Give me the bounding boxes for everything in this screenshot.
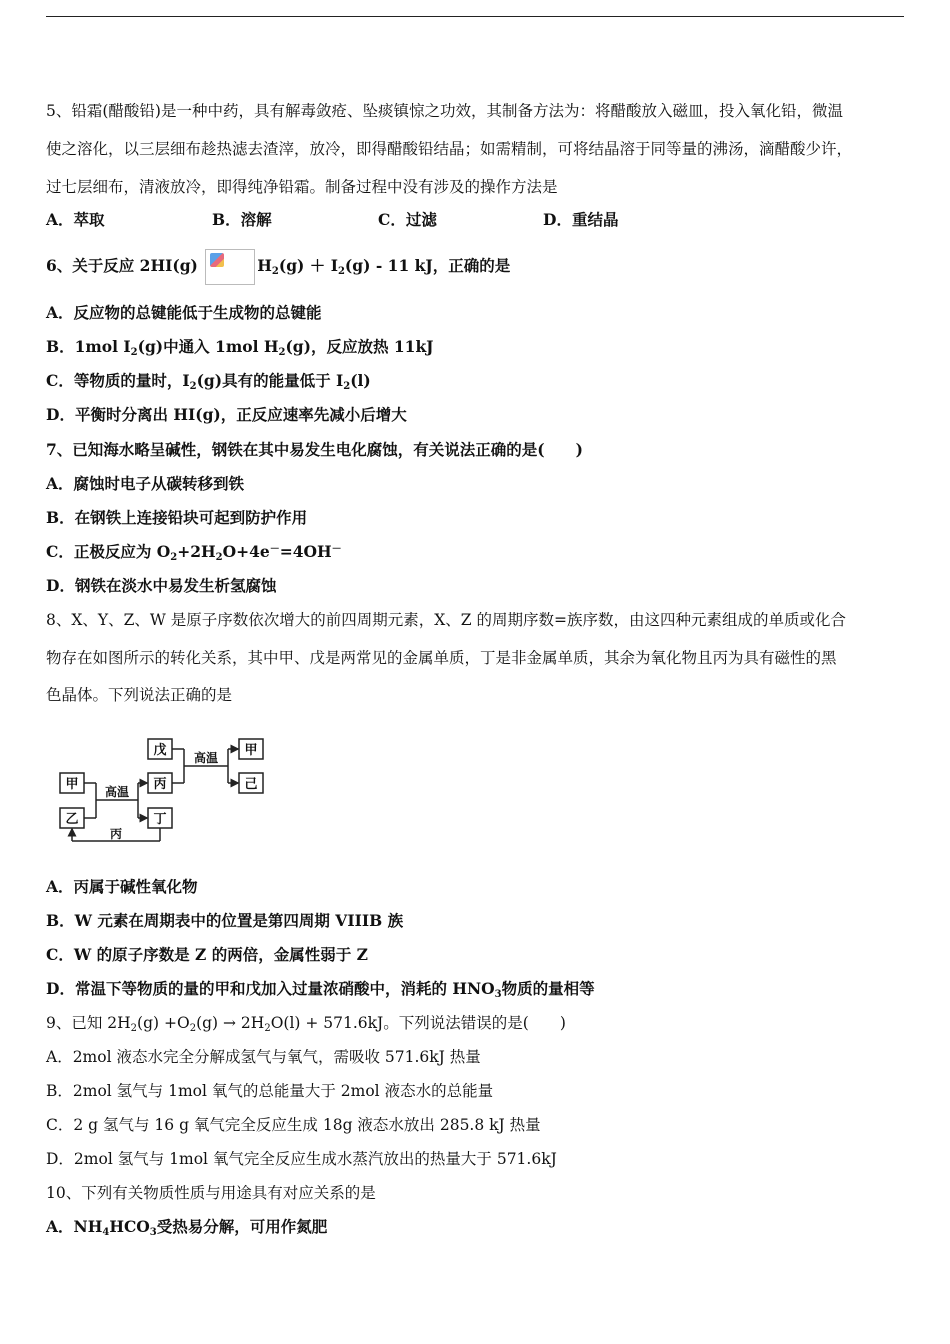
q8-stem-line2: 物存在如图所示的转化关系，其中甲、戊是两常见的金属单质，丁是非金属单质，其余为氧化物且丙为具有磁性的黑: [46, 649, 837, 667]
q6-c-sub1: 2: [189, 381, 197, 392]
label-jia2: 甲: [244, 743, 258, 758]
q6-stem: [46, 249, 510, 285]
q10-stem: 10、下列有关物质性质与用途具有对应关系的是: [46, 1184, 376, 1202]
q8-stem-line1: 8、X、Y、Z、W 是原子序数依次增大的前四周期元素，X、Z 的周期序数=族序数，由这四种元素组成的单质或化合: [46, 611, 846, 629]
q5-option-d: D．重结晶: [543, 210, 619, 229]
q7-option-c: [46, 542, 342, 562]
q9-stem-pre: 9、已知 2H: [46, 1014, 131, 1032]
label-gaowen-right: 高温: [193, 751, 219, 765]
q10-option-a: [46, 1217, 327, 1237]
q7-stem: 7、已知海水略呈碱性，钢铁在其中易发生电化腐蚀，有关说法正确的是( ): [46, 440, 583, 459]
q6-b-sub2: 2: [278, 347, 286, 358]
q9-stem-m2: (g) → 2H: [196, 1014, 265, 1032]
q10-a-sub2: 3: [149, 1227, 157, 1238]
label-ding: 丁: [153, 812, 167, 827]
q5-option-c: C．过滤: [378, 210, 437, 229]
q6-option-b: [46, 337, 434, 357]
q5-option-a: A．萃取: [46, 210, 105, 229]
q8-option-a: A．丙属于碱性氧化物: [46, 877, 198, 896]
q6-option-a: A．反应物的总键能低于生成物的总键能: [46, 303, 322, 322]
q6-stem-pre: 6、关于反应 2HI(g): [46, 256, 204, 275]
q7-c-sup1: －: [269, 544, 280, 555]
header-rule: [46, 16, 904, 17]
q6-stem-h: H: [257, 256, 272, 275]
q6-stem-mid: (g) ＋ I: [278, 256, 338, 275]
q9-stem-post: O(l) + 571.6kJ。下列说法错误的是( ): [270, 1014, 566, 1032]
q6-c-pre: C．等物质的量时，I: [46, 371, 190, 390]
label-ji: 己: [244, 777, 258, 792]
q5-stem-line1: 5、铅霜(醋酸铅)是一种中药，具有解毒敛疮、坠痰镇惊之功效，其制备方法为：将醋酸放入磁皿，投入氧化铅，微温: [46, 102, 843, 120]
q7-option-d: D．钢铁在淡水中易发生析氢腐蚀: [46, 576, 277, 595]
label-yi: 乙: [65, 812, 79, 827]
q7-c-mid3: =4OH: [279, 542, 332, 561]
q9-stem: [46, 1013, 566, 1033]
q6-stem-post: (g) - 11 kJ，正确的是: [344, 256, 511, 275]
q8-option-b: B．W 元素在周期表中的位置是第四周期 VIIIB 族: [46, 911, 404, 930]
q7-c-sub1: 2: [170, 552, 178, 563]
broken-image-icon: [210, 253, 224, 267]
q7-c-pre: C．正极反应为 O: [46, 542, 171, 561]
q5-stem-line2: 使之溶化，以三层细布趁热滤去渣滓，放冷，即得醋酸铅结晶；如需精制，可将结晶溶于同等量的沸汤，滴醋酸少许，: [46, 140, 853, 158]
q6-c-post: (l): [350, 371, 371, 390]
q8-d-sub: 3: [494, 989, 502, 1000]
q9-s1: 2: [130, 1023, 138, 1034]
q6-stem-h-sub: 2: [271, 266, 279, 277]
q9-option-d: D．2mol 氢气与 1mol 氧气完全反应生成水蒸汽放出的热量大于 571.6kJ: [46, 1150, 557, 1168]
q6-option-d: D．平衡时分离出 HI(g)，正反应速率先减小后增大: [46, 405, 407, 424]
q9-option-c: C．2 g 氢气与 16 g 氧气完全反应生成 18g 液态水放出 285.8 kJ 热量: [46, 1116, 541, 1134]
q9-option-a: A．2mol 液态水完全分解成氢气与氧气，需吸收 571.6kJ 热量: [46, 1048, 481, 1066]
q8-d-pre: D．常温下等物质的量的甲和戊加入过量浓硝酸中，消耗的 HNO: [46, 979, 495, 998]
q9-stem-m1: (g) +O: [137, 1014, 190, 1032]
q6-b-mid: (g)中通入 1mol H: [137, 337, 279, 356]
q6-c-mid: (g)具有的能量低于 I: [196, 371, 344, 390]
q6-option-c: [46, 371, 371, 391]
q8-stem-line3: 色晶体。下列说法正确的是: [46, 686, 233, 704]
q10-a-post: 受热易分解，可用作氮肥: [156, 1217, 328, 1236]
q7-c-mid1: +2H: [177, 542, 216, 561]
q7-c-sup2: －: [331, 544, 342, 555]
q6-stem-i-sub: 2: [337, 266, 345, 277]
q5-option-b: B．溶解: [212, 210, 272, 229]
q6-b-sub1: 2: [130, 347, 138, 358]
q8-option-c: C．W 的原子序数是 Z 的两倍，金属性弱于 Z: [46, 945, 368, 964]
q8-d-post: 物质的量相等: [501, 979, 595, 998]
q6-c-sub2: 2: [343, 381, 351, 392]
q7-c-mid2: O+4e: [222, 542, 270, 561]
q9-option-b: B．2mol 氢气与 1mol 氧气的总能量大于 2mol 液态水的总能量: [46, 1082, 494, 1100]
transformation-diagram: [52, 733, 272, 848]
q9-s2: 2: [189, 1023, 197, 1034]
q7-option-a: A．腐蚀时电子从碳转移到铁: [46, 474, 245, 493]
q7-option-b: B．在钢铁上连接铅块可起到防护作用: [46, 508, 308, 527]
q6-b-post: (g)，反应放热 11kJ: [285, 337, 434, 356]
label-bing: 丙: [153, 777, 167, 792]
q5-stem-line3: 过七层细布，清液放冷，即得纯净铅霜。制备过程中没有涉及的操作方法是: [46, 178, 558, 196]
label-bing-arrow: 丙: [109, 827, 123, 841]
q8-option-d: [46, 979, 595, 999]
q6-b-pre: B．1mol I: [46, 337, 131, 356]
q10-a-sub1: 4: [102, 1227, 110, 1238]
label-jia: 甲: [65, 777, 79, 792]
reaction-arrow-image-icon: [205, 249, 255, 285]
label-wu: 戊: [153, 743, 167, 758]
q10-a-mid: HCO: [109, 1217, 150, 1236]
label-gaowen-left: 高温: [104, 785, 130, 799]
q7-c-sub2: 2: [215, 552, 223, 563]
q10-a-pre: A．NH: [46, 1217, 103, 1236]
q9-s3: 2: [264, 1023, 271, 1034]
